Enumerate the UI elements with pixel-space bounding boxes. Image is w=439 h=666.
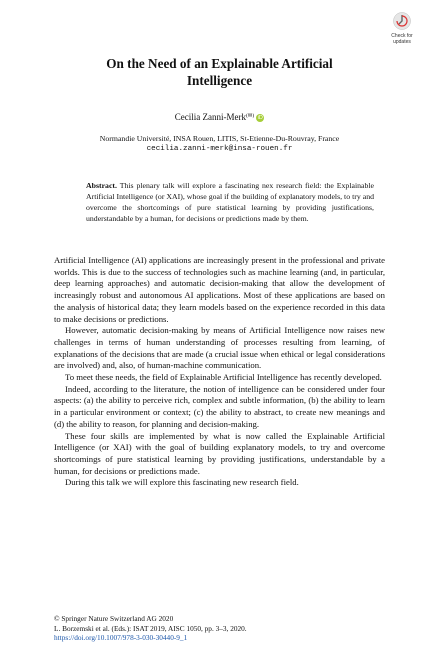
affiliation (40, 133, 399, 155)
paragraph-1: Artificial Intelligence (AI) applications are increasingly present in the professional and private worlds. This is due to the success of technologies such as machine learning (and, in particular, deep learning approaches) and automatic decision-making that allow the development of increasingly robust and autonomous AI applications. Most of these applications are based on the analysis of historical data; they learn models based on the experience recorded in this data to make decisions or predictions. (54, 255, 385, 324)
title-line-1: On the Need of an Explainable Artificial (106, 56, 333, 71)
author-line (40, 112, 399, 123)
title-line-2: Intelligence (186, 73, 253, 88)
copyright: © Springer Nature Switzerland AG 2020 (54, 614, 174, 623)
body-text (54, 255, 385, 489)
badge-line-2: updates (393, 39, 411, 45)
check-for-updates-icon (393, 12, 411, 30)
author-email[interactable]: cecilia.zanni-merk@insa-rouen.fr (146, 145, 293, 153)
badge-line-1: Check for (391, 33, 413, 39)
paragraph-4: Indeed, according to the literature, the notion of intelligence can be considered under four aspects: (a) the ability to perceive rich, complex and subtle information, (b) the ability to learn in a particular environment or context; (c) the ability to abstract, to create new meanings and (d) the ability to reason, for planning and decision-making. (54, 383, 385, 429)
abstract (86, 180, 374, 224)
affiliation-text: Normandie Université, INSA Rouen, LITIS, St-Etienne-Du-Rouvray, France (99, 134, 340, 143)
paragraph-3: To meet these needs, the field of Explainable Artificial Intelligence has recently developed. (65, 372, 382, 383)
citation: L. Borzemski et al. (Eds.): ISAT 2019, AISC 1050, pp. 3–3, 2020. (54, 623, 247, 633)
doi-link[interactable]: https://doi.org/10.1007/978-3-030-30440-9_1 (54, 633, 188, 643)
paragraph-5: These four skills are implemented by what is now called the Explainable Artificial Intelligence (or XAI) with the goal of building explanatory models, to try and overcome shortcomings of pure statistical learning by providing justifications, understandable by a human, for decisions or predictions made. (54, 430, 385, 476)
corresponding-mark: (✉) (245, 113, 255, 119)
paragraph-2: However, automatic decision-making by means of Artificial Intelligence now raises new challenges in terms of human understanding of processes resulting from learning, of explanations of the decisions that are made (a crucial issue when ethical or legal considerations are involved) and, also, of human-machine communication. (54, 325, 385, 371)
abstract-text: This plenary talk will explore a fascinating nex research field: the Explainable Artificial Intelligence (or XAI), whose goal if the building of explanatory models, to try and overcome the shortcomings of pure statistical learning by providing justifications, understandable by a human, for decisions or predictions made by them. (86, 181, 374, 224)
author-name: Cecilia Zanni-Merk (174, 112, 246, 122)
badge-label (386, 33, 418, 45)
paper-title (40, 55, 399, 89)
check-for-updates-badge[interactable] (386, 12, 418, 52)
footer (54, 614, 385, 643)
orcid-icon[interactable]: iD (257, 114, 263, 121)
paragraph-6: During this talk we will explore this fascinating new research field. (65, 477, 299, 488)
abstract-label: Abstract. (86, 181, 117, 190)
